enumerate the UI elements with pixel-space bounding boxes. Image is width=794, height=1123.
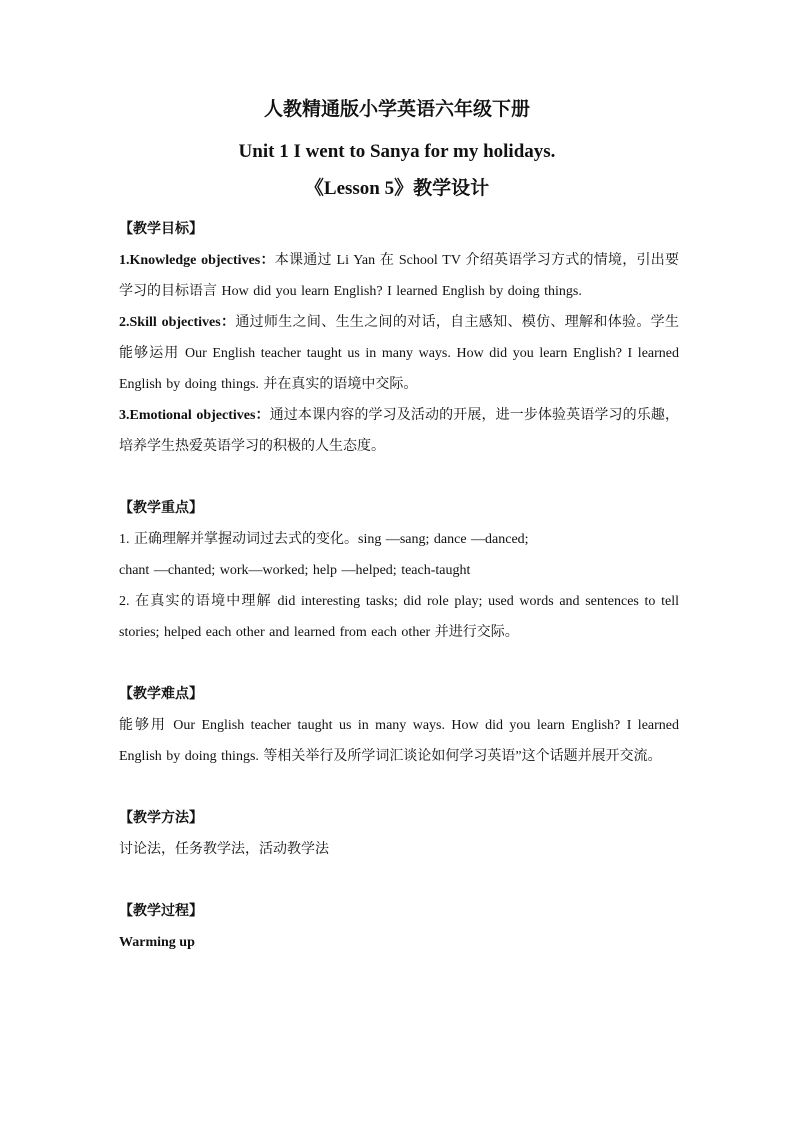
spacer — [119, 648, 679, 679]
lesson-title: 《Lesson 5》教学设计 — [304, 178, 490, 199]
spacer — [119, 462, 679, 493]
objective-knowledge-text: 本课通过 Li Yan 在 School TV 介绍英语学习方式的情境，引出要学习的目标语言 How did you learn English? I learned English by doing things. — [119, 253, 680, 299]
unit-title: Unit 1 I went to Sanya for my holidays. — [238, 141, 556, 162]
document-title: 人教精通版小学英语六年级下册 — [263, 99, 530, 120]
key-point-line-3: 2. 在真实的语境中理解 did interesting tasks; did role play; used words and sentences to tell stories; helped each other and learned from each other 并进行交际。 — [119, 594, 679, 640]
objective-skill-text: 通过师生之间、生生之间的对话，自主感知、模仿、理解和体验。学生能够运用 Our English teacher taught us in many ways. How did you learn English? I learned English by doing things. 并在真实的语境中交际。 — [119, 315, 679, 392]
spacer — [119, 865, 679, 896]
section-heading-process: 【教学过程】 — [119, 904, 203, 919]
section-heading-objectives: 【教学目标】 — [119, 222, 203, 237]
key-point-line-1: 1. 正确理解并掌握动词过去式的变化。sing —sang; dance —danced; — [119, 532, 529, 547]
spacer — [119, 772, 679, 803]
methods-text: 讨论法，任务教学法，活动教学法 — [119, 842, 329, 857]
objective-knowledge-label: 1.Knowledge objectives： — [119, 253, 275, 268]
objective-emotional — [119, 400, 679, 462]
document-body — [119, 214, 679, 958]
objective-skill — [119, 307, 679, 400]
objective-emotional-label: 3.Emotional objectives： — [119, 408, 270, 423]
process-step-warming-up: Warming up — [119, 935, 195, 950]
objective-knowledge — [119, 245, 679, 307]
objective-skill-label: 2.Skill objectives： — [119, 315, 236, 330]
section-heading-methods: 【教学方法】 — [119, 811, 203, 826]
difficulty-text: 能够用 Our English teacher taught us in many ways. How did you learn English? I learned English by doing things. 等相关举行及所学词汇谈论如何学习英语”这个话题并展开交流。 — [119, 718, 679, 764]
objective-emotional-text: 通过本课内容的学习及活动的开展，进一步体验英语学习的乐趣，培养学生热爱英语学习的积极的人生态度。 — [119, 408, 680, 454]
section-heading-difficulties: 【教学难点】 — [119, 687, 203, 702]
key-point-line-2: chant —chanted; work—worked; help —helped; teach-taught — [119, 563, 471, 578]
section-heading-key-points: 【教学重点】 — [119, 501, 203, 516]
